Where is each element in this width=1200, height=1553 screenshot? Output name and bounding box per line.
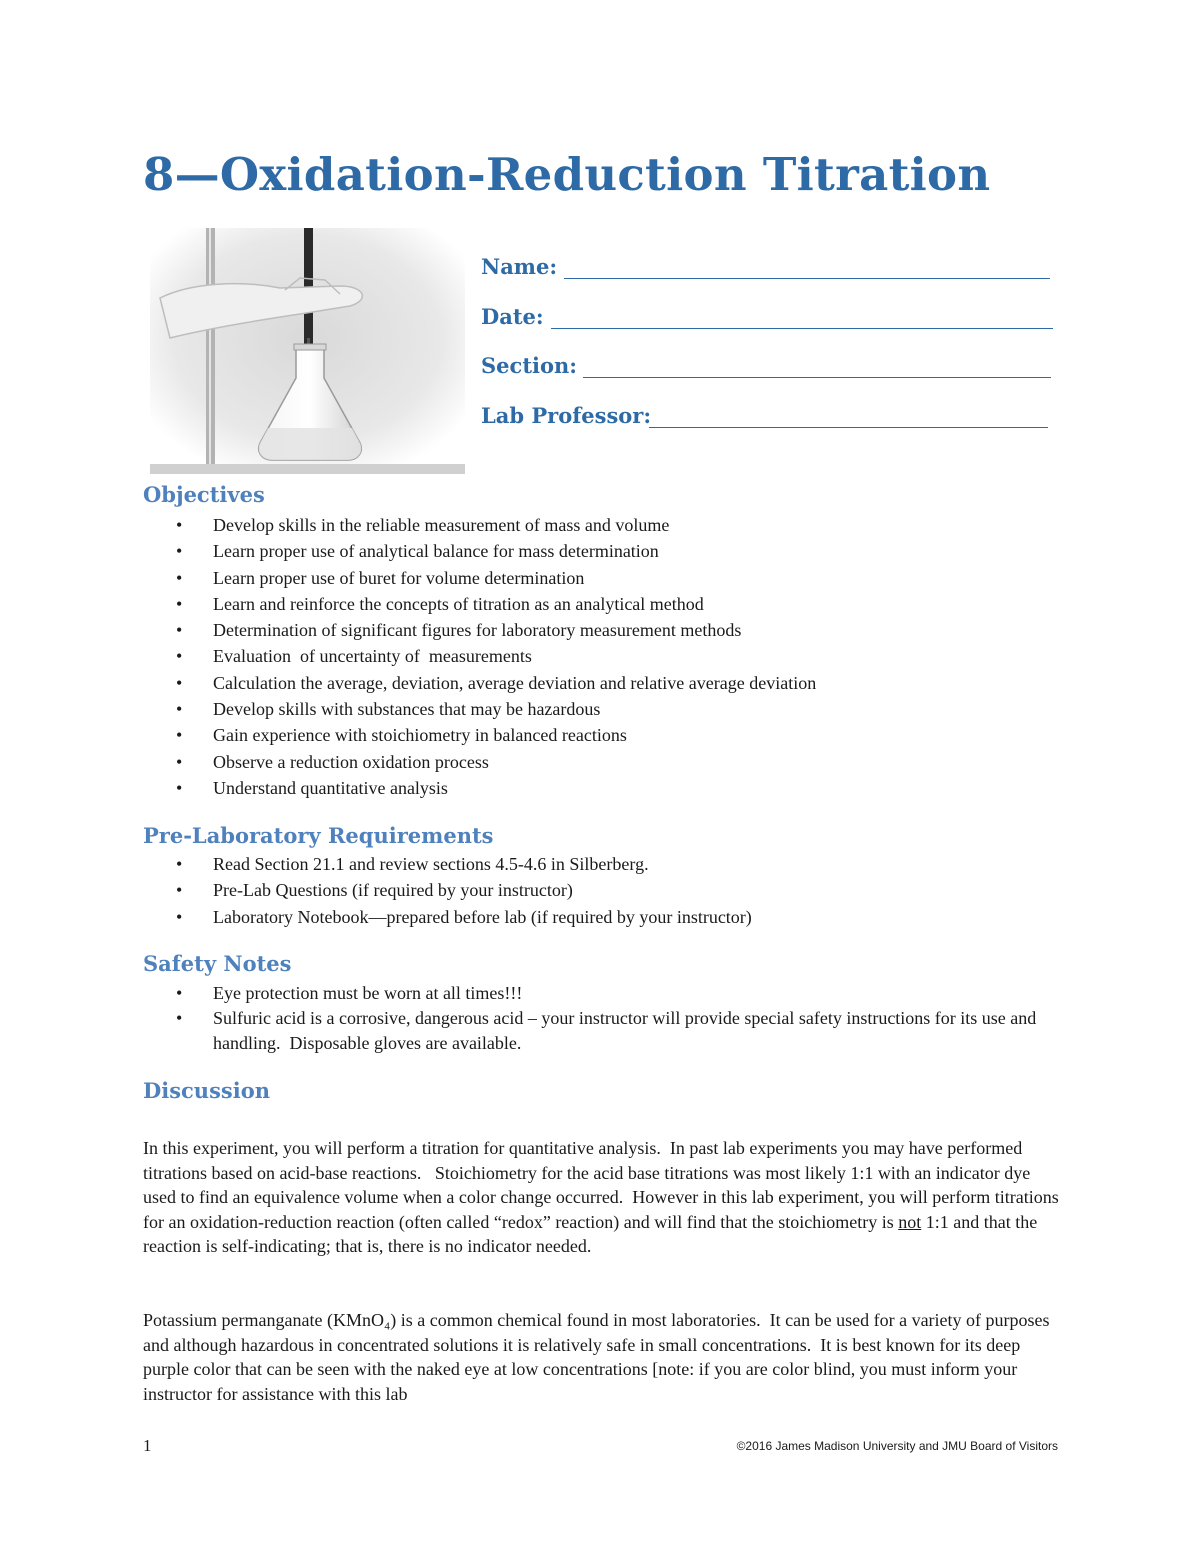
bullet-icon: • [176, 541, 183, 562]
bullet-icon: • [176, 854, 183, 874]
list-item: • Evaluation of uncertainty of measurements [143, 643, 816, 669]
section-line[interactable] [583, 377, 1051, 378]
prelab-list [143, 851, 752, 930]
bullet-icon: • [176, 620, 183, 641]
bullet-icon: • [176, 699, 183, 720]
page-number: 1 [143, 1436, 152, 1455]
bullet-icon: • [176, 880, 183, 901]
discussion-heading: Discussion [143, 1078, 270, 1103]
list-item: • Develop skills with substances that may be hazardous [143, 696, 816, 722]
list-item: • Laboratory Notebook—prepared before lab (if required by your instructor) [143, 904, 752, 930]
list-item: • Learn proper use of buret for volume determination [143, 565, 816, 591]
list-item: • Understand quantitative analysis [143, 775, 816, 801]
list-item: • Sulfuric acid is a corrosive, dangerous acid – your instructor will provide special safety instructions for its use and handling. Disposable gloves are available. [176, 1008, 1041, 1053]
date-field[interactable] [481, 304, 1056, 354]
copyright-notice: ©2016 James Madison University and JMU Board of Visitors [736, 1439, 1058, 1453]
list-item: • Gain experience with stoichiometry in balanced reactions [143, 722, 816, 748]
list-item: • Determination of significant figures for laboratory measurement methods [143, 617, 816, 643]
list-item: • Read Section 21.1 and review sections 4.5-4.6 in Silberberg. [143, 851, 752, 877]
bullet-icon: • [176, 751, 183, 772]
name-line[interactable] [564, 278, 1050, 279]
name-label: Name: [481, 254, 558, 279]
list-item: • Observe a reduction oxidation process [143, 749, 816, 775]
discussion-paragraph-2: Potassium permanganate (KMnO₄) is a common chemical found in most laboratories. It can be used for a variety of purposes and although hazardous in concentrated solutions it is relatively safe in small concentrations. It is best known for its deep purple color that can be seen with the naked eye at low concentrations [note: if you are color blind, you must inform your instructor for assistance with this lab [143, 1310, 1055, 1404]
bullet-icon: • [176, 567, 183, 588]
discussion-paragraph-1: In this experiment, you will perform a titration for quantitative analysis. In past lab experiments you may have performed titrations based on acid-base reactions. Stoichiometry for the acid base titrations was most likely 1:1 with an indicator dye used to find an equivalence volume when a color change occurred. However in this lab experiment, you will perform titrations for an oxidation-reduction reaction (often called “redox” reaction) and will find that the stoichiometry is not 1:1 and that the reaction is self-indicating; that is, there is no indicator needed. [143, 1138, 1064, 1257]
bullet-icon: • [176, 1008, 183, 1029]
bullet-icon: • [176, 725, 183, 746]
section-label: Section: [481, 353, 578, 378]
bullet-icon: • [176, 646, 183, 667]
bullet-icon: • [176, 672, 183, 693]
prelab-heading: Pre-Laboratory Requirements [143, 823, 494, 848]
safety-heading: Safety Notes [143, 951, 292, 976]
date-label: Date: [481, 303, 544, 329]
objectives-heading: Objectives [143, 482, 265, 507]
list-item: • Develop skills in the reliable measurement of mass and volume [143, 512, 816, 538]
list-item: • Learn and reinforce the concepts of titration as an analytical method [143, 591, 816, 617]
list-item: • Learn proper use of analytical balance for mass determination [143, 538, 816, 564]
name-field[interactable] [481, 254, 1056, 304]
objectives-list [143, 512, 816, 801]
titration-photo [150, 228, 465, 474]
page-title: 8—Oxidation-Reduction Titration [143, 148, 991, 201]
bullet-icon: • [176, 983, 183, 1003]
bullet-icon: • [176, 515, 183, 535]
student-info-form [481, 254, 1056, 452]
bullet-icon: • [176, 777, 183, 798]
date-line[interactable] [551, 328, 1053, 329]
list-item: • Calculation the average, deviation, average deviation and relative average deviation [143, 670, 816, 696]
list-item: • Eye protection must be worn at all times!!! [143, 980, 1053, 1006]
bullet-icon: • [176, 593, 183, 614]
section-field[interactable] [481, 353, 1056, 403]
lab-professor-field[interactable] [481, 403, 1056, 453]
lab-professor-label: Lab Professor: [481, 402, 652, 428]
safety-list [143, 980, 1053, 1055]
bullet-icon: • [176, 906, 183, 927]
lab-professor-line[interactable] [649, 427, 1048, 428]
list-item: • Pre-Lab Questions (if required by your instructor) [143, 877, 752, 903]
